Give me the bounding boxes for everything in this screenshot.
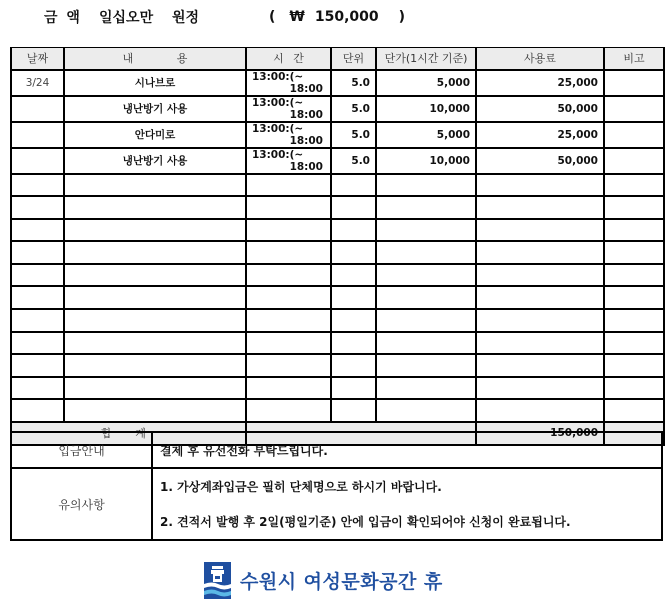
header-price: 단가(1시간 기준) [376,48,476,70]
empty-cell [376,377,476,400]
cell-time [246,122,331,148]
empty-cell [376,196,476,219]
time-end: 18:00 [289,160,323,173]
amount-value: 150,000 [314,9,379,25]
empty-cell [376,309,476,332]
empty-cell [246,286,331,309]
empty-cell [604,332,664,355]
empty-cell [246,309,331,332]
empty-cell [246,219,331,242]
cell-item: 시나브로 [64,70,246,96]
table-row [11,148,664,174]
empty-cell [64,286,246,309]
empty-cell [64,241,246,264]
header-item: 내 용 [64,48,246,70]
cell-item: 냉난방기 사용 [64,148,246,174]
cell-date [11,122,64,148]
cell-fee: 25,000 [476,122,604,148]
empty-cell [246,332,331,355]
empty-cell [476,264,604,287]
cell-item: 안다미로 [64,122,246,148]
empty-cell [376,354,476,377]
payment-label: 입금안내 [11,432,152,468]
lighthouse-icon [204,562,231,599]
empty-cell [11,377,64,400]
empty-cell [604,174,664,197]
empty-cell [376,399,476,422]
empty-cell [604,219,664,242]
empty-cell [476,354,604,377]
empty-cell [11,219,64,242]
cell-note [604,96,664,122]
empty-cell [376,174,476,197]
empty-cell [331,241,376,264]
cell-fee: 50,000 [476,148,604,174]
cell-time [246,70,331,96]
caution-row [11,468,662,540]
caution-item-1: 1. 가상계좌입금은 필히 단체명으로 하시기 바랍니다. [160,479,442,494]
currency-symbol: ₩ [289,9,305,25]
cell-date: 3/24 [11,70,64,96]
cell-unit: 5.0 [331,70,376,96]
empty-table-row [11,196,664,219]
empty-cell [604,286,664,309]
time-end: 18:00 [289,108,323,121]
empty-cell [11,241,64,264]
empty-cell [376,286,476,309]
empty-cell [476,377,604,400]
amount-open-paren: ( [269,9,276,25]
empty-cell [604,354,664,377]
cell-time [246,148,331,174]
cell-fee: 50,000 [476,96,604,122]
empty-table-row [11,264,664,287]
header-unit: 단위 [331,48,376,70]
cell-time [246,96,331,122]
header-time: 시 간 [246,48,331,70]
empty-cell [476,332,604,355]
empty-cell [64,399,246,422]
cell-note [604,148,664,174]
empty-table-row [11,399,664,422]
empty-table-row [11,377,664,400]
empty-cell [331,309,376,332]
empty-cell [64,354,246,377]
empty-cell [11,354,64,377]
empty-cell [246,264,331,287]
time-end: 18:00 [289,134,323,147]
empty-cell [476,399,604,422]
empty-cell [246,377,331,400]
empty-cell [246,241,331,264]
header-note: 비고 [604,48,664,70]
amount-close-paren: ) [398,9,406,25]
cell-note [604,122,664,148]
time-start: 13:00:(~ [252,122,304,135]
cell-price: 10,000 [376,96,476,122]
total-label: 합 계 [11,422,246,445]
empty-cell [64,174,246,197]
empty-cell [476,286,604,309]
cell-price: 5,000 [376,122,476,148]
header-fee: 사용료 [476,48,604,70]
empty-cell [246,196,331,219]
caution-item-2: 2. 견적서 발행 후 2일(평일기준) 안에 입금이 확인되어야 신청이 완료됩니다. [160,514,571,529]
empty-cell [64,196,246,219]
empty-cell [11,196,64,219]
time-start: 13:00:(~ [252,96,304,109]
empty-cell [376,219,476,242]
empty-cell [331,286,376,309]
empty-cell [64,377,246,400]
cell-price: 5,000 [376,70,476,96]
empty-cell [476,196,604,219]
empty-cell [11,332,64,355]
empty-cell [604,264,664,287]
table-row [11,70,664,96]
cell-date [11,96,64,122]
empty-cell [331,219,376,242]
cell-unit: 5.0 [331,148,376,174]
empty-table-row [11,309,664,332]
empty-cell [476,219,604,242]
amount-summary [44,6,405,28]
empty-cell [476,309,604,332]
empty-cell [246,354,331,377]
empty-cell [64,309,246,332]
empty-cell [11,264,64,287]
table-row [11,96,664,122]
empty-cell [604,196,664,219]
empty-cell [11,174,64,197]
time-start: 13:00:(~ [252,70,304,83]
empty-cell [376,332,476,355]
empty-cell [64,332,246,355]
cell-unit: 5.0 [331,122,376,148]
empty-table-row [11,241,664,264]
cell-item: 냉난방기 사용 [64,96,246,122]
estimate-table [10,47,665,446]
empty-cell [604,309,664,332]
empty-table-row [11,174,664,197]
time-end: 18:00 [289,82,323,95]
empty-cell [376,264,476,287]
empty-cell [246,174,331,197]
time-start: 13:00:(~ [252,148,304,161]
empty-table-row [11,354,664,377]
empty-table-row [11,332,664,355]
empty-cell [331,196,376,219]
empty-cell [331,174,376,197]
empty-cell [11,399,64,422]
empty-cell [64,264,246,287]
empty-cell [246,399,331,422]
empty-cell [331,377,376,400]
organization-logo [204,562,443,599]
table-header-row [11,48,664,70]
header-date: 날짜 [11,48,64,70]
empty-cell [476,174,604,197]
empty-cell [11,309,64,332]
empty-cell [11,286,64,309]
caution-text [152,468,662,540]
empty-cell [476,241,604,264]
empty-cell [64,219,246,242]
empty-cell [331,354,376,377]
empty-cell [604,399,664,422]
amount-korean: 일십오만 원정 [99,10,200,26]
empty-table-row [11,286,664,309]
payment-info-row [11,432,662,468]
cell-note [604,70,664,96]
amount-label: 금 액 [44,10,82,26]
table-row [11,122,664,148]
logo-text: 수원시 여성문화공간 휴 [240,571,443,593]
cell-date [11,148,64,174]
cell-price: 10,000 [376,148,476,174]
total-fee: 150,000 [476,422,604,445]
empty-cell [604,241,664,264]
cell-fee: 25,000 [476,70,604,96]
empty-cell [376,241,476,264]
empty-cell [604,377,664,400]
payment-text: 결제 후 유선전화 부탁드립니다. [152,432,662,468]
caution-label: 유의사항 [11,468,152,540]
empty-table-row [11,219,664,242]
empty-cell [331,264,376,287]
empty-cell [331,332,376,355]
notes-table [10,431,663,541]
cell-unit: 5.0 [331,96,376,122]
empty-cell [331,399,376,422]
